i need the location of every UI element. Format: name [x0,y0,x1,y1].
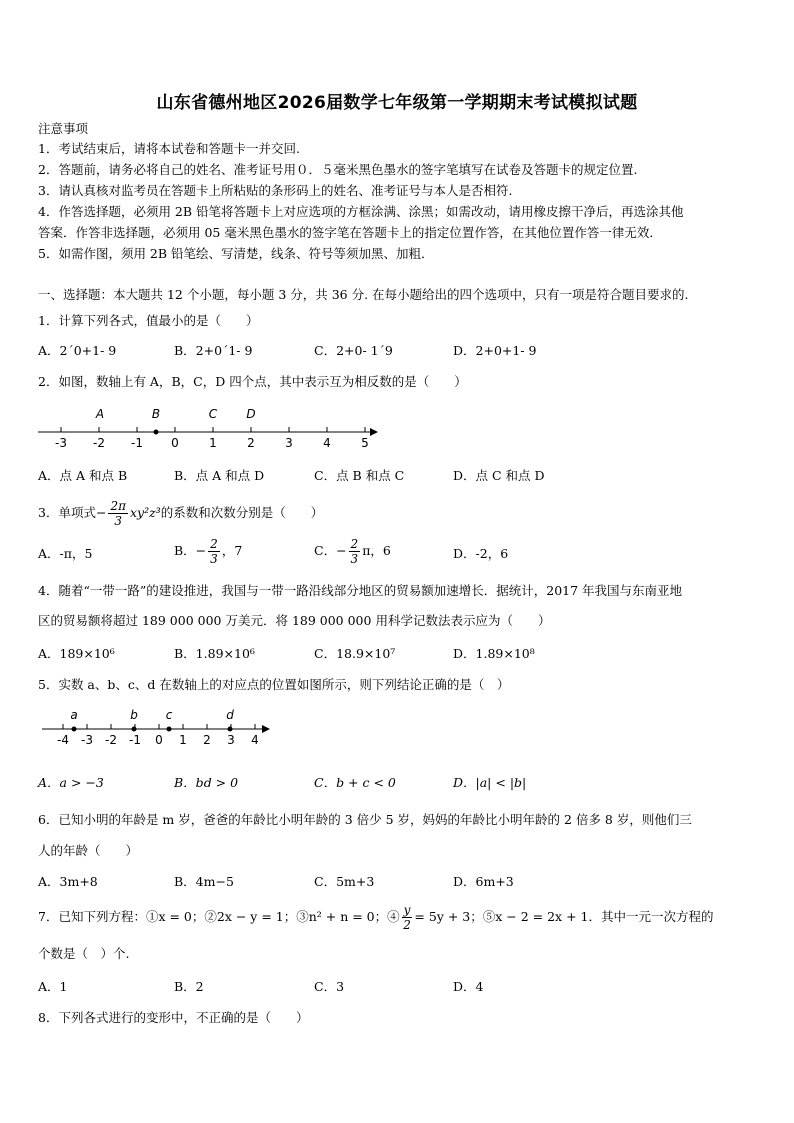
q2-tick-label: -2 [93,436,105,450]
q6-option-a: A．3m+8 [38,874,98,889]
q3-option-c-prefix: C．− [314,543,347,558]
q1-option-a: A．2´0+1- 9 [38,343,117,358]
q2-number-line [34,400,384,452]
q2-option-b: B．点 A 和点 D [174,468,265,483]
q3-option-c-fraction [349,537,361,566]
q1-stem: 1．计算下列各式，值最小的是（ ） [38,313,259,328]
q3-option-b-prefix: B．− [174,543,207,558]
q5-tick-label: 3 [227,733,235,747]
q2-option-c: C．点 B 和点 C [314,468,405,483]
q4-line-1: 4．随着“一带一路”的建设推进，我国与一带一路沿线部分地区的贸易额加速增长．据统计，2017 年我国与东南亚地 [38,583,683,598]
q2-tick-label: -3 [55,436,67,450]
q7-line-1-suffix: = 5y + 3；⑤x − 2 = 2x + 1．其中一元一次方程的 [414,909,714,924]
q3-option-b [174,536,242,566]
notice-item-3: 3．请认真核对监考员在答题卡上所粘贴的条形码上的姓名、准考证号与本人是否相符. [38,183,513,198]
q5-tick-label: -4 [57,733,69,747]
q3-stem [38,498,323,528]
q5-tick-label: -1 [129,733,141,747]
q5-tick-label: -3 [81,733,93,747]
q5-label-c: c [165,708,173,722]
q7-frac-num: y [403,903,411,917]
q5-point-a-dot [72,727,77,732]
q1-option-b: B．2+0´1- 9 [174,343,253,358]
q2-label-a: A [95,407,105,421]
q7-option-d: D．4 [453,979,484,994]
q3-expression: xy²z³ [129,505,161,520]
q3-frac-num: 2π [110,499,126,513]
q4-line-2: 区的贸易额将超过 189 000 000 万美元．将 189 000 000 用科学记数法表示应为（ ） [38,613,551,628]
q2-label-b: B [151,407,161,421]
q1-option-d: D．2+0+1- 9 [453,343,537,358]
notice-item-4: 4．作答选择题，必须用 2B 铅笔将答题卡上对应选项的方框涂满、涂黑；如需改动，请用橡皮擦干净后，再选涂其他 [38,204,684,219]
q8-stem: 8．下列各式进行的变形中，不正确的是（ ） [38,1010,309,1025]
q5-point-d-dot [228,727,233,732]
q7-option-c: C．3 [314,979,345,994]
notice-item-4-cont: 答案．作答非选择题，必须用 05 毫米黑色墨水的签字笔在答题卡上的指定位置作答，在其他位置作答一律无效． [38,225,662,240]
notice-item-1: 1．考试结束后，请将本试卷和答题卡一并交回. [38,141,300,156]
q5-tick-label: -2 [105,733,117,747]
q3-option-b-den: 3 [210,552,218,566]
q3-stem-prefix: 3．单项式− [38,505,107,520]
q4-option-b: B．1.89×10⁶ [174,646,255,661]
q6-line-1: 6．已知小明的年龄是 m 岁，爸爸的年龄比小明年龄的 3 倍少 5 岁，妈妈的年龄比小明年龄的 2 倍多 8 岁，则他们三 [38,812,692,827]
q2-option-a: A．点 A 和点 B [38,468,128,483]
q3-option-b-suffix: ，7 [221,543,243,558]
q4-option-d: D．1.89×10⁸ [453,646,535,661]
q2-tick-label: 5 [361,436,369,450]
q5-point-b-dot [132,727,137,732]
q3-fraction [108,499,128,528]
q2-option-d: D．点 C 和点 D [453,468,545,483]
q5-tick-label: 1 [179,733,187,747]
notice-item-5: 5．如需作图，须用 2B 铅笔绘、写清楚，线条、符号等须加黑、加粗． [38,246,434,261]
q2-point-b-dot [154,430,159,435]
q3-option-a: A．-π，5 [38,546,93,561]
q5-tick-label: 4 [251,733,259,747]
q2-tick-label: 2 [247,436,255,450]
section-heading: 一、选择题：本大题共 12 个小题，每小题 3 分，共 36 分. 在每小题给出的四个选项中，只有一项是符合题目要求的. [38,287,689,302]
q7-line-1-prefix: 7．已知下列方程：①x = 0；②2x − y = 1；③n² + n = 0；④ [38,909,400,924]
q5-number-line [40,704,280,752]
q7-option-a: A．1 [38,979,68,994]
q2-tick-label: 4 [323,436,331,450]
q2-stem: 2．如图，数轴上有 A，B，C，D 四个点，其中表示互为相反数的是（ ） [38,374,467,389]
q2-tick-label: 3 [285,436,293,450]
q5-option-a: A．a > −3 [38,775,104,790]
q5-label-a: a [70,708,78,722]
q7-fraction [402,903,413,932]
q3-option-b-num: 2 [210,537,218,551]
q3-option-c [314,536,391,566]
q7-frac-den: 2 [403,918,411,932]
exam-title: 山东省德州地区2026届数学七年级第一学期期末考试模拟试题 [156,93,638,113]
q5-label-d: d [226,708,234,722]
q7-line-2: 个数是（ ）个. [38,946,130,961]
q5-tick-label: 0 [155,733,163,747]
q2-label-c: C [208,407,218,421]
notice-heading: 注意事项 [38,121,89,136]
q5-option-b: B．bd > 0 [174,775,239,790]
q3-option-c-suffix: π，6 [362,543,391,558]
q6-option-d: D．6m+3 [453,874,514,889]
q3-stem-suffix: 的系数和次数分别是（ ） [160,505,324,520]
q5-option-d: D．|a| < |b| [453,775,527,790]
q2-tick-label: -1 [131,436,143,450]
q2-tick-label: 1 [209,436,217,450]
q7-option-b: B．2 [174,979,204,994]
q3-frac-den: 3 [114,514,123,528]
q6-line-2: 人的年龄（ ） [38,843,139,858]
q5-label-b: b [130,708,138,722]
q7-line-1 [38,902,713,932]
q3-option-d: D．-2，6 [453,546,509,561]
q3-option-b-fraction [208,537,220,566]
q4-option-a: A．189×10⁶ [38,646,115,661]
q6-option-b: B．4m−5 [174,874,234,889]
q5-tick-label: 2 [203,733,211,747]
q5-point-c-dot [167,727,172,732]
q2-label-d: D [246,407,256,421]
q6-option-c: C．5m+3 [314,874,375,889]
q1-option-c: C．2+0- 1´9 [314,343,393,358]
notice-item-2: 2．答题前，请务必将自己的姓名、准考证号用０．５毫米黑色墨水的签字笔填写在试卷及答题卡的规定位置. [38,162,638,177]
q5-stem: 5．实数 a、b、c、d 在数轴上的对应点的位置如图所示，则下列结论正确的是（ ） [38,677,510,692]
q4-option-c: C．18.9×10⁷ [314,646,396,661]
q2-tick-label: 0 [171,436,179,450]
q3-option-c-num: 2 [350,537,359,551]
q3-option-c-den: 3 [350,552,359,566]
q5-option-c: C．b + c < 0 [314,775,396,790]
